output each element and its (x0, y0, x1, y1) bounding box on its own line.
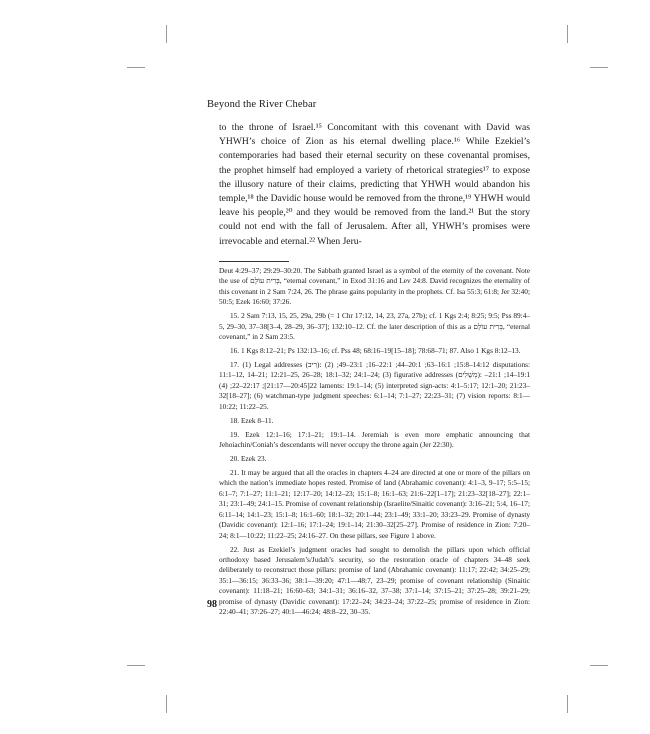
footnote-19: 19. Ezek 12:1–16; 17:1–21; 19:1–14. Jeremiah is even more emphatic announcing that Jehoiachin/Coniah’s descendants will never occupy the throne again (Jer 22:30). (219, 429, 530, 450)
crop-mark (567, 695, 568, 713)
main-text (219, 121, 530, 249)
footnote-continuation: Deut 4:29–37; 29:29–30:20. The Sabbath granted Israel as a symbol of the eternity of the covenant. Note the use of בְּרִית עוֹלָם, “eternal covenant,” in Exod 31:16 and Lev 24:8. David recognizes the eternality of this covenant in 2 Sam 7:24, 26. The phrase gains popularity in the prophets. Cf. Isa 55:3; 61:8; Jer 32:40; 50:5; Ezek 16:60; 37:26. (219, 266, 530, 307)
crop-mark (590, 665, 608, 666)
footnote-20: 20. Ezek 23. (230, 454, 267, 464)
crop-mark (166, 695, 167, 713)
footnote-17: 17. (1) Legal addresses (רִיב): 14:12–15:8; 16:1–63; 20:1–44; 22:1–16; 23:1–49; (2) disputations: 11:1–12, 14–21; 12:21–25, 26–28; 18:1–32; 24:1–24; (3) figurative addresses (מְשָׁלִים): 19:1–14; 21:1–22[20:45—21:17]; 22:17–22; (4) laments: 19:1–14; (5) interpreted sign-acts: 4:1–5:17; 12:1–20; 21:23–32[18–27]; (6) watchman-type judgment speeches: 6:1–14; 7:1–27; 22:23–31; (7) vision reports: 8:1—10:22; 11:22–25. (219, 360, 530, 411)
running-head: Beyond the River Chebar (207, 99, 317, 110)
footnote-separator (219, 261, 289, 262)
footnote-21: 21. It may be argued that all the oracles in chapters 4–24 are directed at one or more of the pillars on which the nation’s immediate hopes rested. Promise of land (Abrahamic covenant): 4:1–3, 9–17; 5:5–15; 6:1–7; 7:1–27; 11:1–21; 12:17–20; 14:12–23; 15:1–8; 16:1–63; 21:6–22[1–17]; 21:23–32[18–27]; 22:1–31; 23:1–49; 24:1–15. Promise of covenant relationship (Israelite/Sinaitic covenant): 3:16–21; 5:4, 16–17; 6:11–14; 14:1–23; 15:1–8; 16:1–60; 18:1–32; 20:1–44; 23:1–49; 33:1–20; 33:23–29. Promise of dynasty (Davidic covenant): 12:1–16; 17:1–24; 19:1–14; 21:30–32[25–27]. Promise of residence in Zion: 7:20–24; 8:1—10:22; 11:22–25; 24:16–27. On these pillars, see Figure 1 above. (219, 468, 530, 540)
footnote-15: 15. 2 Sam 7:13, 15, 25, 29a, 29b (= 1 Chr 17:12, 14, 23, 27a, 27b); cf. 1 Kgs 2:4; 8:25; 9:5; Pss 89:4–5, 29–30, 37–38[3–4, 28–29, 36–37]; 132:10–12. Cf. the later description of this as a בְּרִית עוֹלָם, “eternal covenant,” in 2 Sam 23:5. (219, 311, 530, 342)
crop-mark (127, 665, 145, 666)
footnote-22: 22. Just as Ezekiel’s judgment oracles had sought to demolish the pillars upon which official orthodoxy based Jerusalem’s/Judah’s security, so the restoration oracle of chapters 34–48 seek deliberately to reconstruct those pillars: promise of land (Abrahamic covenant): 11:17; 22:42; 34:25–29; 35:1—36:15; 36:33–36; 38:1—39:20; 47:1—48:7, 23–29; promise of covenant relationship (Sinaitic covenant): 11:18–21; 16:60–63; 34:1–31; 36:16–32, 37–38; 37:1–14; 37:15–21; 37:25–28; 39:21–29; promise of dynasty (Davidic covenant): 17:22–24; 34:23–24; 37:22–25; promise of residence in Zion: 22:40–41; 37:26–27; 40:1—46:24; 48:8–22, 30–35. (219, 544, 530, 616)
footnote-16: 16. 1 Kgs 8:12–21; Ps 132:13–16; cf. Pss 48; 68:16–19[15–18]; 78:68–71; 87. Also 1 Kgs 8:12–13. (230, 346, 521, 356)
page-number: 98 (207, 599, 217, 610)
footnotes (219, 266, 530, 621)
crop-mark (127, 67, 145, 68)
footnote-18: 18. Ezek 8–11. (230, 415, 274, 425)
crop-mark (166, 25, 167, 43)
crop-mark (567, 25, 568, 43)
crop-mark (590, 67, 608, 68)
body-paragraph: to the throne of Israel.¹⁵ Concomitant with this covenant with David was YHWH’s choice of Zion as his eternal dwelling place.¹⁶ While Ezekiel’s contemporaries had based their eternal security on these covenantal promises, the prophet himself had employed a variety of rhetorical strategies¹⁷ to expose the illusory nature of their claims, predicting that YHWH would abandon his temple,¹⁸ the Davidic house would be removed from the throne,¹⁹ YHWH would leave his people,²⁰ and they would be removed from the land.²¹ But the story could not end with the fall of Jerusalem. After all, YHWH’s promises were irrevocable and eternal.²² When Jeru- (219, 122, 530, 247)
